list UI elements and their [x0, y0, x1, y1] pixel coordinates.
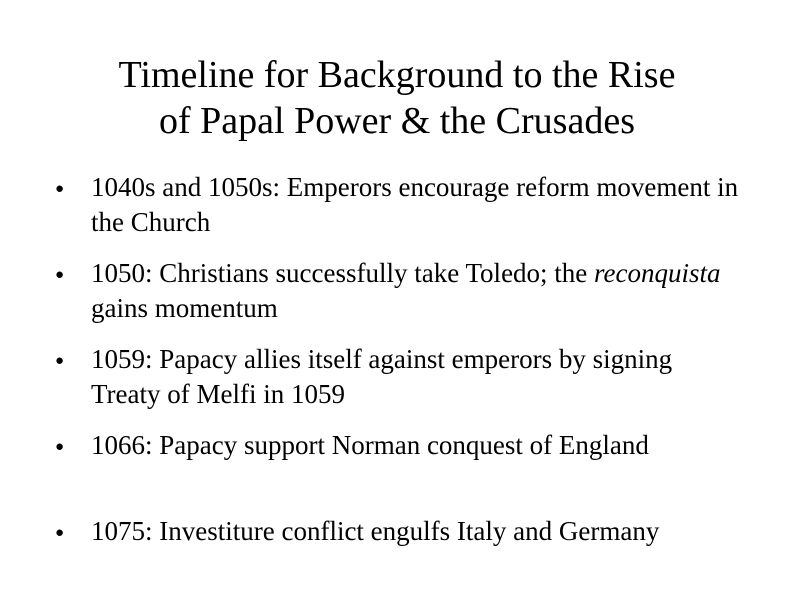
- bullet-text: [91, 256, 745, 326]
- bullet-text-after: gains momentum: [91, 293, 278, 323]
- bullet-dot-icon: ●: [55, 353, 65, 369]
- slide-title-line-1: Timeline for Background to the Rise: [118, 54, 676, 96]
- bullet-text: 1075: Investiture conflict engulfs Italy and Germany: [91, 516, 660, 546]
- bullet-text: 1040s and 1050s: Emperors encourage reform movement in the Church: [91, 172, 739, 237]
- bullet-text: 1059: Papacy allies itself against emperors by signing Treaty of Melfi in 1059: [91, 344, 673, 409]
- bullet-dot-icon: ●: [55, 181, 65, 197]
- bullet-dot-icon: ●: [55, 525, 65, 541]
- bullet-dot-icon: ●: [55, 267, 65, 283]
- slide-title: [40, 52, 754, 144]
- bullet-item-1059: [55, 342, 745, 412]
- slide-title-line-2: of Papal Power & the Crusades: [159, 100, 635, 142]
- bullet-item-1050: [55, 256, 745, 326]
- bullet-dot-icon: ●: [55, 439, 65, 455]
- bullet-item-1066: [55, 428, 745, 498]
- bullet-item-1040s: [55, 170, 745, 240]
- bullet-text: 1066: Papacy support Norman conquest of England: [91, 430, 649, 460]
- bullet-text-before: 1050: Christians successfully take Toledo; the: [91, 258, 595, 288]
- bullet-item-1075: [55, 514, 745, 584]
- bullet-text-emphasis: reconquista: [594, 258, 721, 288]
- bullet-list: [55, 170, 745, 600]
